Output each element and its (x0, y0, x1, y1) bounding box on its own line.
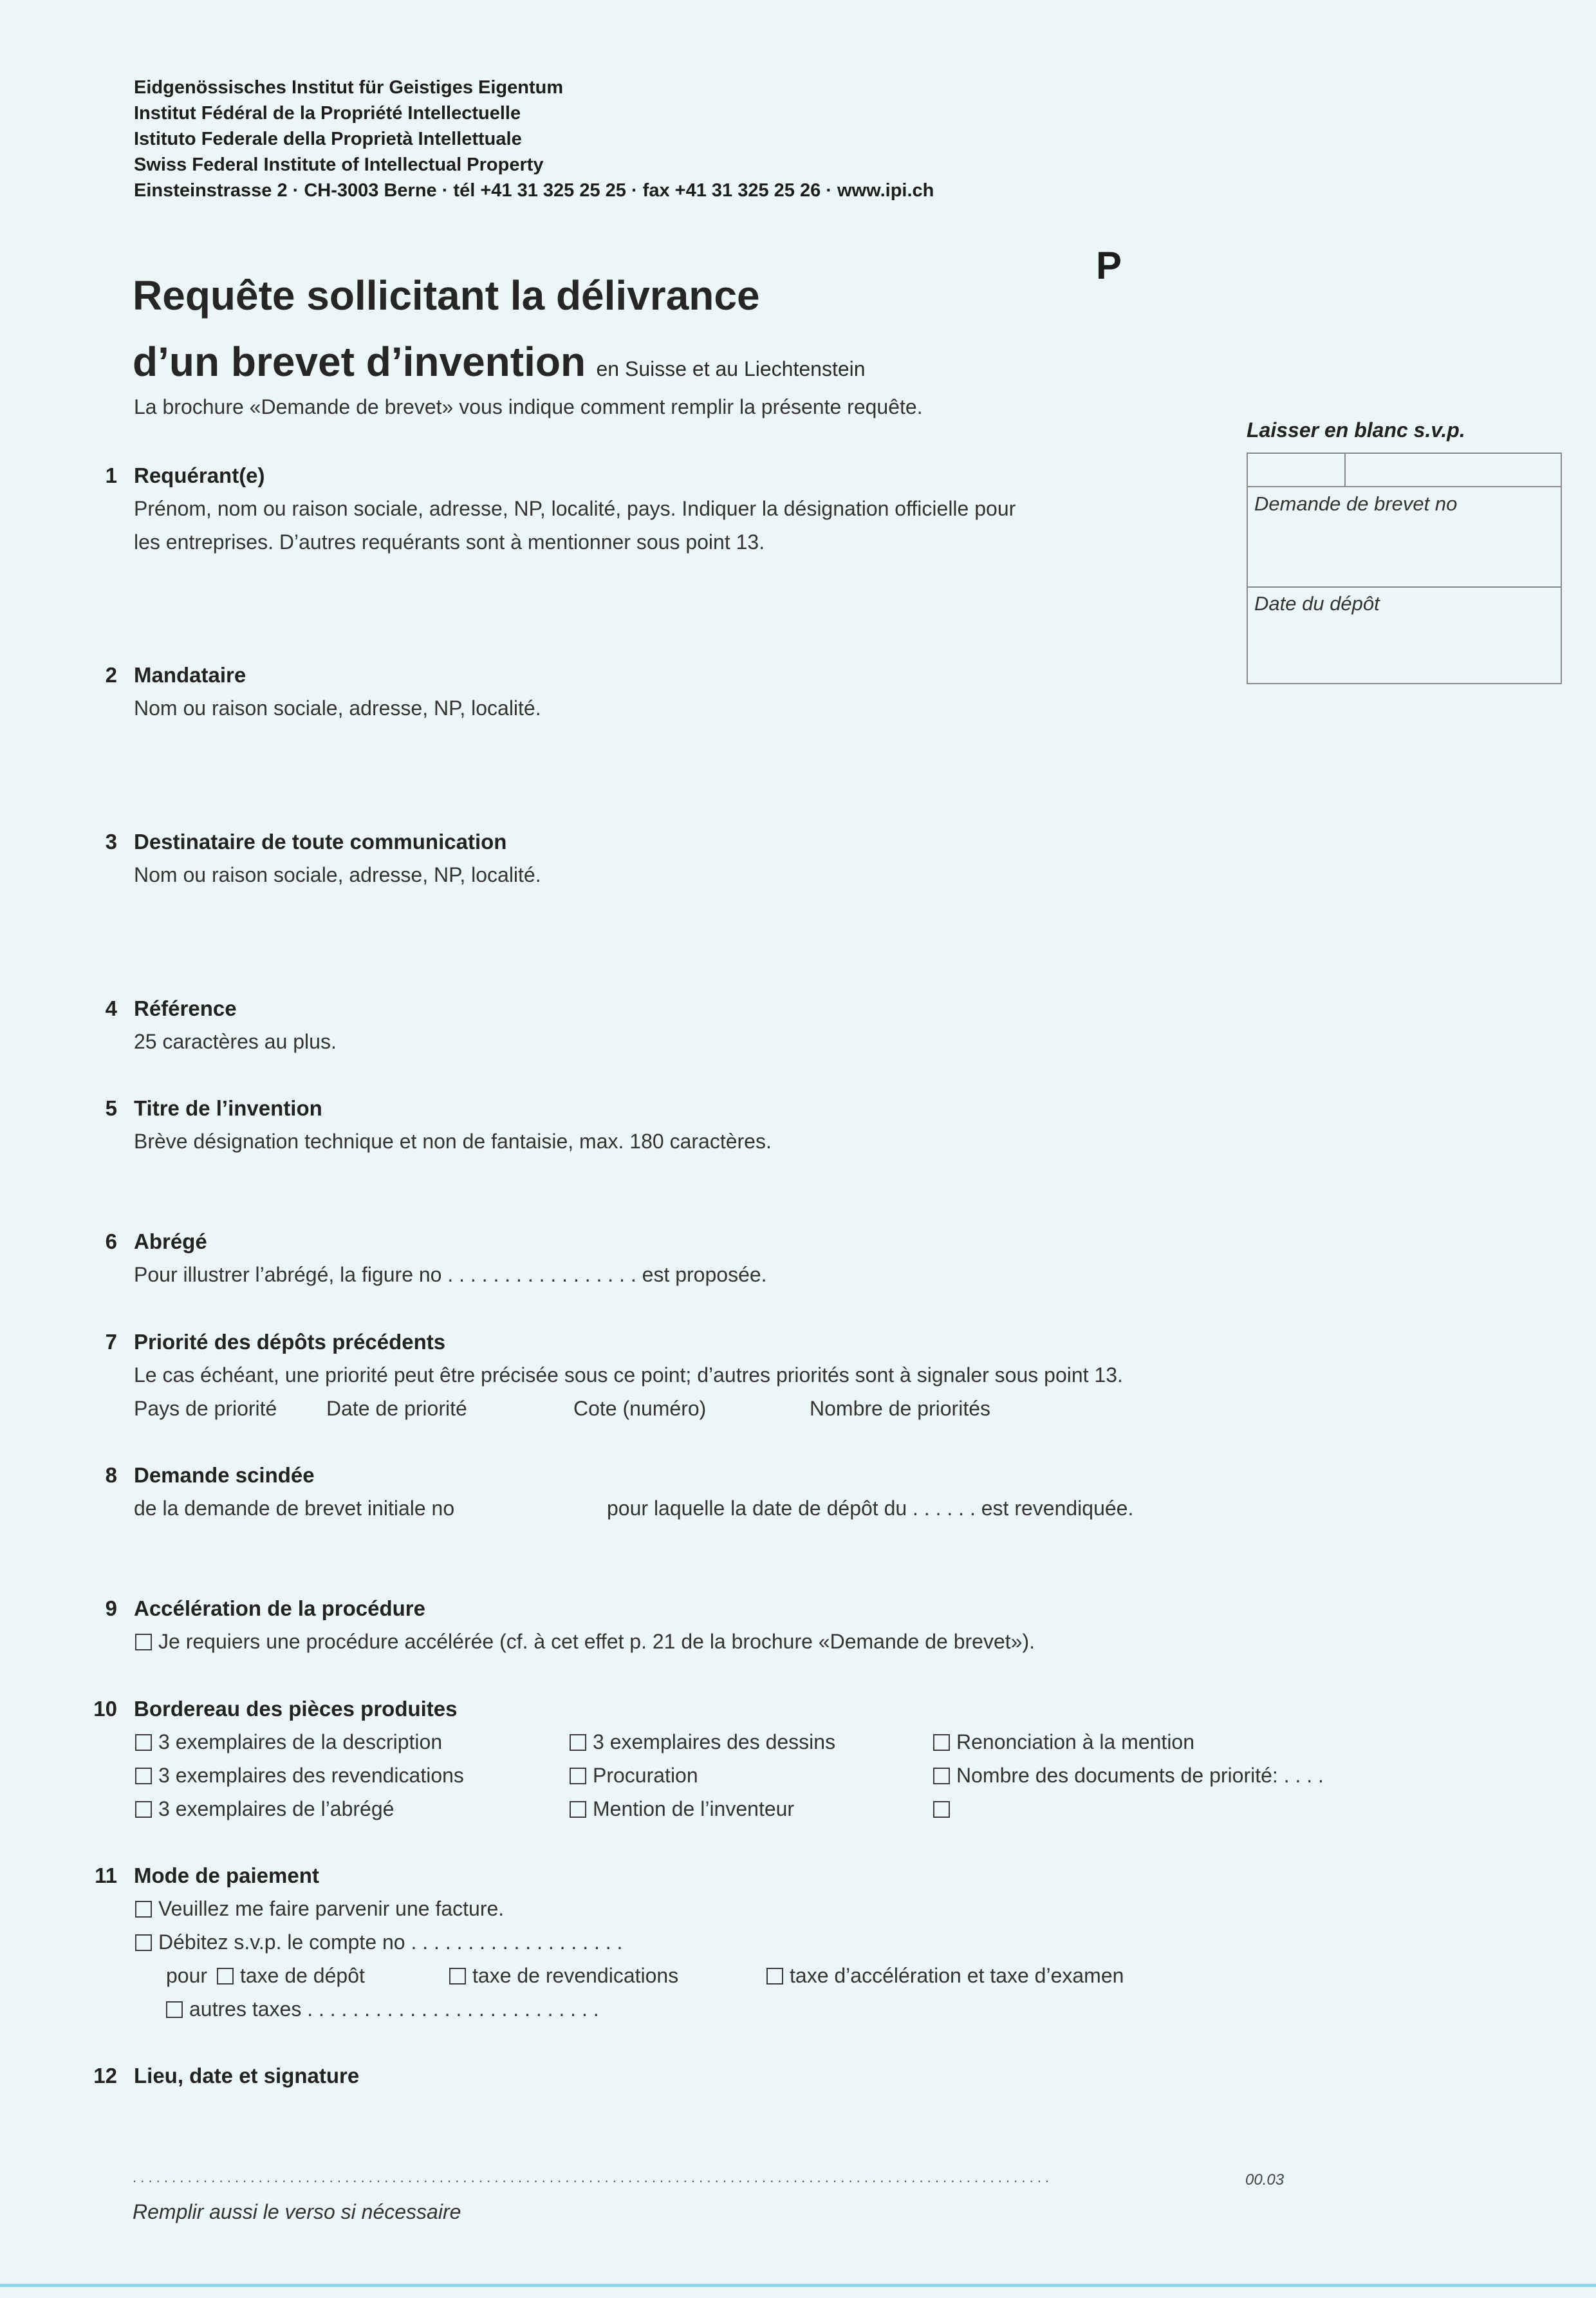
document-option (570, 1730, 835, 1754)
section-number: 2 (105, 663, 117, 687)
section-title-priority: Priorité des dépôts précédents (134, 1330, 446, 1354)
option-label: 3 exemplaires de la description (158, 1730, 443, 1753)
office-box-heading: Laisser en blanc s.v.p. (1247, 418, 1465, 442)
page-title-line2-wrap (133, 338, 866, 386)
form-version: 00.03 (1245, 2171, 1285, 2189)
signature-line[interactable]: . . . . . . . . . . . . . . . . . . . . . . . . . . . . . . . . . . . . . . . . . . . . . . . . . . . . . . . . . . . . . . . . . . . . . . . . . . . . . . . . . . . . . . . . . . . . . . . . . . . . . . . . . . . . . . . . . . . . . (133, 2169, 1050, 2185)
option-label: Nombre des documents de priorité: . . . . (956, 1764, 1324, 1787)
office-box-divider (1344, 454, 1346, 486)
priority-country-label: Pays de priorité (134, 1397, 277, 1420)
section-title-abstract: Abrégé (134, 1229, 207, 1253)
section-number: 10 (93, 1697, 117, 1721)
option-label: Mention de l’inventeur (593, 1797, 795, 1820)
priority-count-label: Nombre de priorités (810, 1397, 990, 1420)
waiver-mention-checkbox[interactable] (933, 1734, 950, 1751)
accelerated-procedure-option (135, 1630, 1035, 1654)
section-text: Nom ou raison sociale, adresse, NP, localité. (134, 696, 541, 720)
other-document-checkbox[interactable] (933, 1801, 950, 1818)
document-option (570, 1764, 698, 1788)
document-option (933, 1764, 1324, 1788)
acceleration-fee-checkbox[interactable] (766, 1968, 783, 1985)
section-text: Le cas échéant, une priorité peut être précisée sous ce point; d’autres priorités sont à signaler sous point 13. (134, 1363, 1123, 1387)
filing-fee-checkbox[interactable] (217, 1968, 234, 1985)
document-option (135, 1764, 464, 1788)
section-title-agent: Mandataire (134, 663, 246, 687)
section-number: 11 (95, 1864, 117, 1887)
section-number: 6 (105, 1229, 117, 1253)
option-label: taxe de dépôt (239, 1964, 365, 1987)
section-number: 4 (105, 996, 117, 1020)
option-label: Débitez s.v.p. le compte no . . . . . . . . . . . . . . . . . . . (158, 1930, 623, 1954)
payment-option (166, 1997, 599, 2021)
filing-date-claim-label: pour laquelle la date de dépôt du . . . . . . est revendiquée. (607, 1497, 1134, 1520)
bottom-rule (0, 2284, 1596, 2287)
section-text: Nom ou raison sociale, adresse, NP, localité. (134, 863, 541, 886)
section-number: 8 (105, 1463, 117, 1487)
document-option (135, 1797, 394, 1821)
office-use-box (1247, 453, 1562, 684)
section-number: 7 (105, 1330, 117, 1354)
priority-number-label: Cote (numéro) (573, 1397, 707, 1420)
option-label: autres taxes . . . . . . . . . . . . . . . . . . . . . . . . . . (189, 1997, 599, 2021)
section-title-signature: Lieu, date et signature (134, 2064, 360, 2088)
section-text: Pour illustrer l’abrégé, la figure no . . . . . . . . . . . . . . . . . est proposée. (134, 1263, 767, 1286)
document-option (135, 1730, 442, 1754)
other-fees-checkbox[interactable] (166, 2001, 183, 2018)
section-title-recipient: Destinataire de toute communication (134, 830, 507, 854)
option-label: Je requiers une procédure accélérée (cf. à cet effet p. 21 de la brochure «Demande de brevet»). (158, 1630, 1035, 1653)
section-title-acceleration: Accélération de la procédure (134, 1596, 425, 1620)
payment-option (135, 1930, 622, 1954)
page-title-line1: Requête sollicitant la délivrance (133, 272, 760, 319)
document-option (933, 1797, 956, 1821)
power-of-attorney-checkbox[interactable] (570, 1768, 586, 1784)
option-label: Procuration (593, 1764, 698, 1787)
invoice-checkbox[interactable] (135, 1901, 152, 1918)
option-label: 3 exemplaires des revendications (158, 1764, 464, 1787)
for-label: pour (166, 1964, 208, 1987)
priority-date-label: Date de priorité (326, 1397, 467, 1420)
application-number-label: Demande de brevet no (1254, 492, 1458, 515)
option-label: taxe d’accélération et taxe d’examen (790, 1964, 1124, 1987)
drawings-copies-checkbox[interactable] (570, 1734, 586, 1751)
section-number: 1 (105, 463, 117, 487)
section-number: 9 (105, 1596, 117, 1620)
section-title-payment: Mode de paiement (134, 1864, 319, 1887)
section-text: 25 caractères au plus. (134, 1030, 337, 1053)
initial-application-label: de la demande de brevet initiale no (134, 1497, 455, 1520)
option-label: 3 exemplaires de l’abrégé (158, 1797, 394, 1820)
verso-note: Remplir aussi le verso si nécessaire (133, 2200, 461, 2223)
section-title-applicant: Requérant(e) (134, 463, 265, 487)
abstract-copies-checkbox[interactable] (135, 1801, 152, 1818)
institute-name-it: Istituto Federale della Proprietà Intellettuale (134, 129, 522, 149)
page-title-line2: d’un brevet d’invention (133, 339, 586, 385)
filing-date-label: Date du dépôt (1254, 592, 1380, 615)
payment-option (166, 1964, 365, 1988)
section-title-divisional: Demande scindée (134, 1463, 315, 1487)
office-box-divider (1248, 586, 1561, 588)
section-number: 5 (105, 1096, 117, 1120)
inventor-mention-checkbox[interactable] (570, 1801, 586, 1818)
section-number: 12 (93, 2064, 117, 2088)
document-option (570, 1797, 794, 1821)
institute-name-fr: Institut Fédéral de la Propriété Intellectuelle (134, 103, 521, 124)
institute-name-en: Swiss Federal Institute of Intellectual Property (134, 154, 544, 175)
section-title-reference: Référence (134, 996, 237, 1020)
option-label: Renonciation à la mention (956, 1730, 1195, 1753)
claims-copies-checkbox[interactable] (135, 1768, 152, 1784)
payment-option (449, 1964, 678, 1988)
document-option (933, 1730, 1194, 1754)
option-label: Veuillez me faire parvenir une facture. (158, 1897, 505, 1920)
section-text: les entreprises. D’autres requérants sont à mentionner sous point 13. (134, 530, 765, 554)
section-title-invention: Titre de l’invention (134, 1096, 322, 1120)
accelerated-procedure-checkbox[interactable] (135, 1634, 152, 1650)
section-number: 3 (105, 830, 117, 854)
section-title-documents: Bordereau des pièces produites (134, 1697, 458, 1721)
page-title-suffix: en Suisse et au Liechtenstein (596, 357, 866, 380)
payment-option (766, 1964, 1124, 1988)
debit-account-checkbox[interactable] (135, 1934, 152, 1951)
section-text: Prénom, nom ou raison sociale, adresse, NP, localité, pays. Indiquer la désignation officielle pour (134, 497, 1016, 520)
priority-documents-checkbox[interactable] (933, 1768, 950, 1784)
form-letter: P (1096, 244, 1122, 287)
section-text: Brève désignation technique et non de fantaisie, max. 180 caractères. (134, 1130, 772, 1153)
description-copies-checkbox[interactable] (135, 1734, 152, 1751)
claims-fee-checkbox[interactable] (449, 1968, 466, 1985)
institute-name-de: Eidgenössisches Institut für Geistiges Eigentum (134, 77, 564, 98)
option-label: 3 exemplaires des dessins (593, 1730, 836, 1753)
institute-address: Einsteinstrasse 2 · CH-3003 Berne · tél +41 31 325 25 25 · fax +41 31 325 25 26 · www.ipi.ch (134, 180, 934, 201)
brochure-note: La brochure «Demande de brevet» vous indique comment remplir la présente requête. (134, 395, 923, 418)
office-box-top-cells (1248, 454, 1561, 487)
payment-option (135, 1897, 504, 1921)
option-label: taxe de revendications (472, 1964, 679, 1987)
